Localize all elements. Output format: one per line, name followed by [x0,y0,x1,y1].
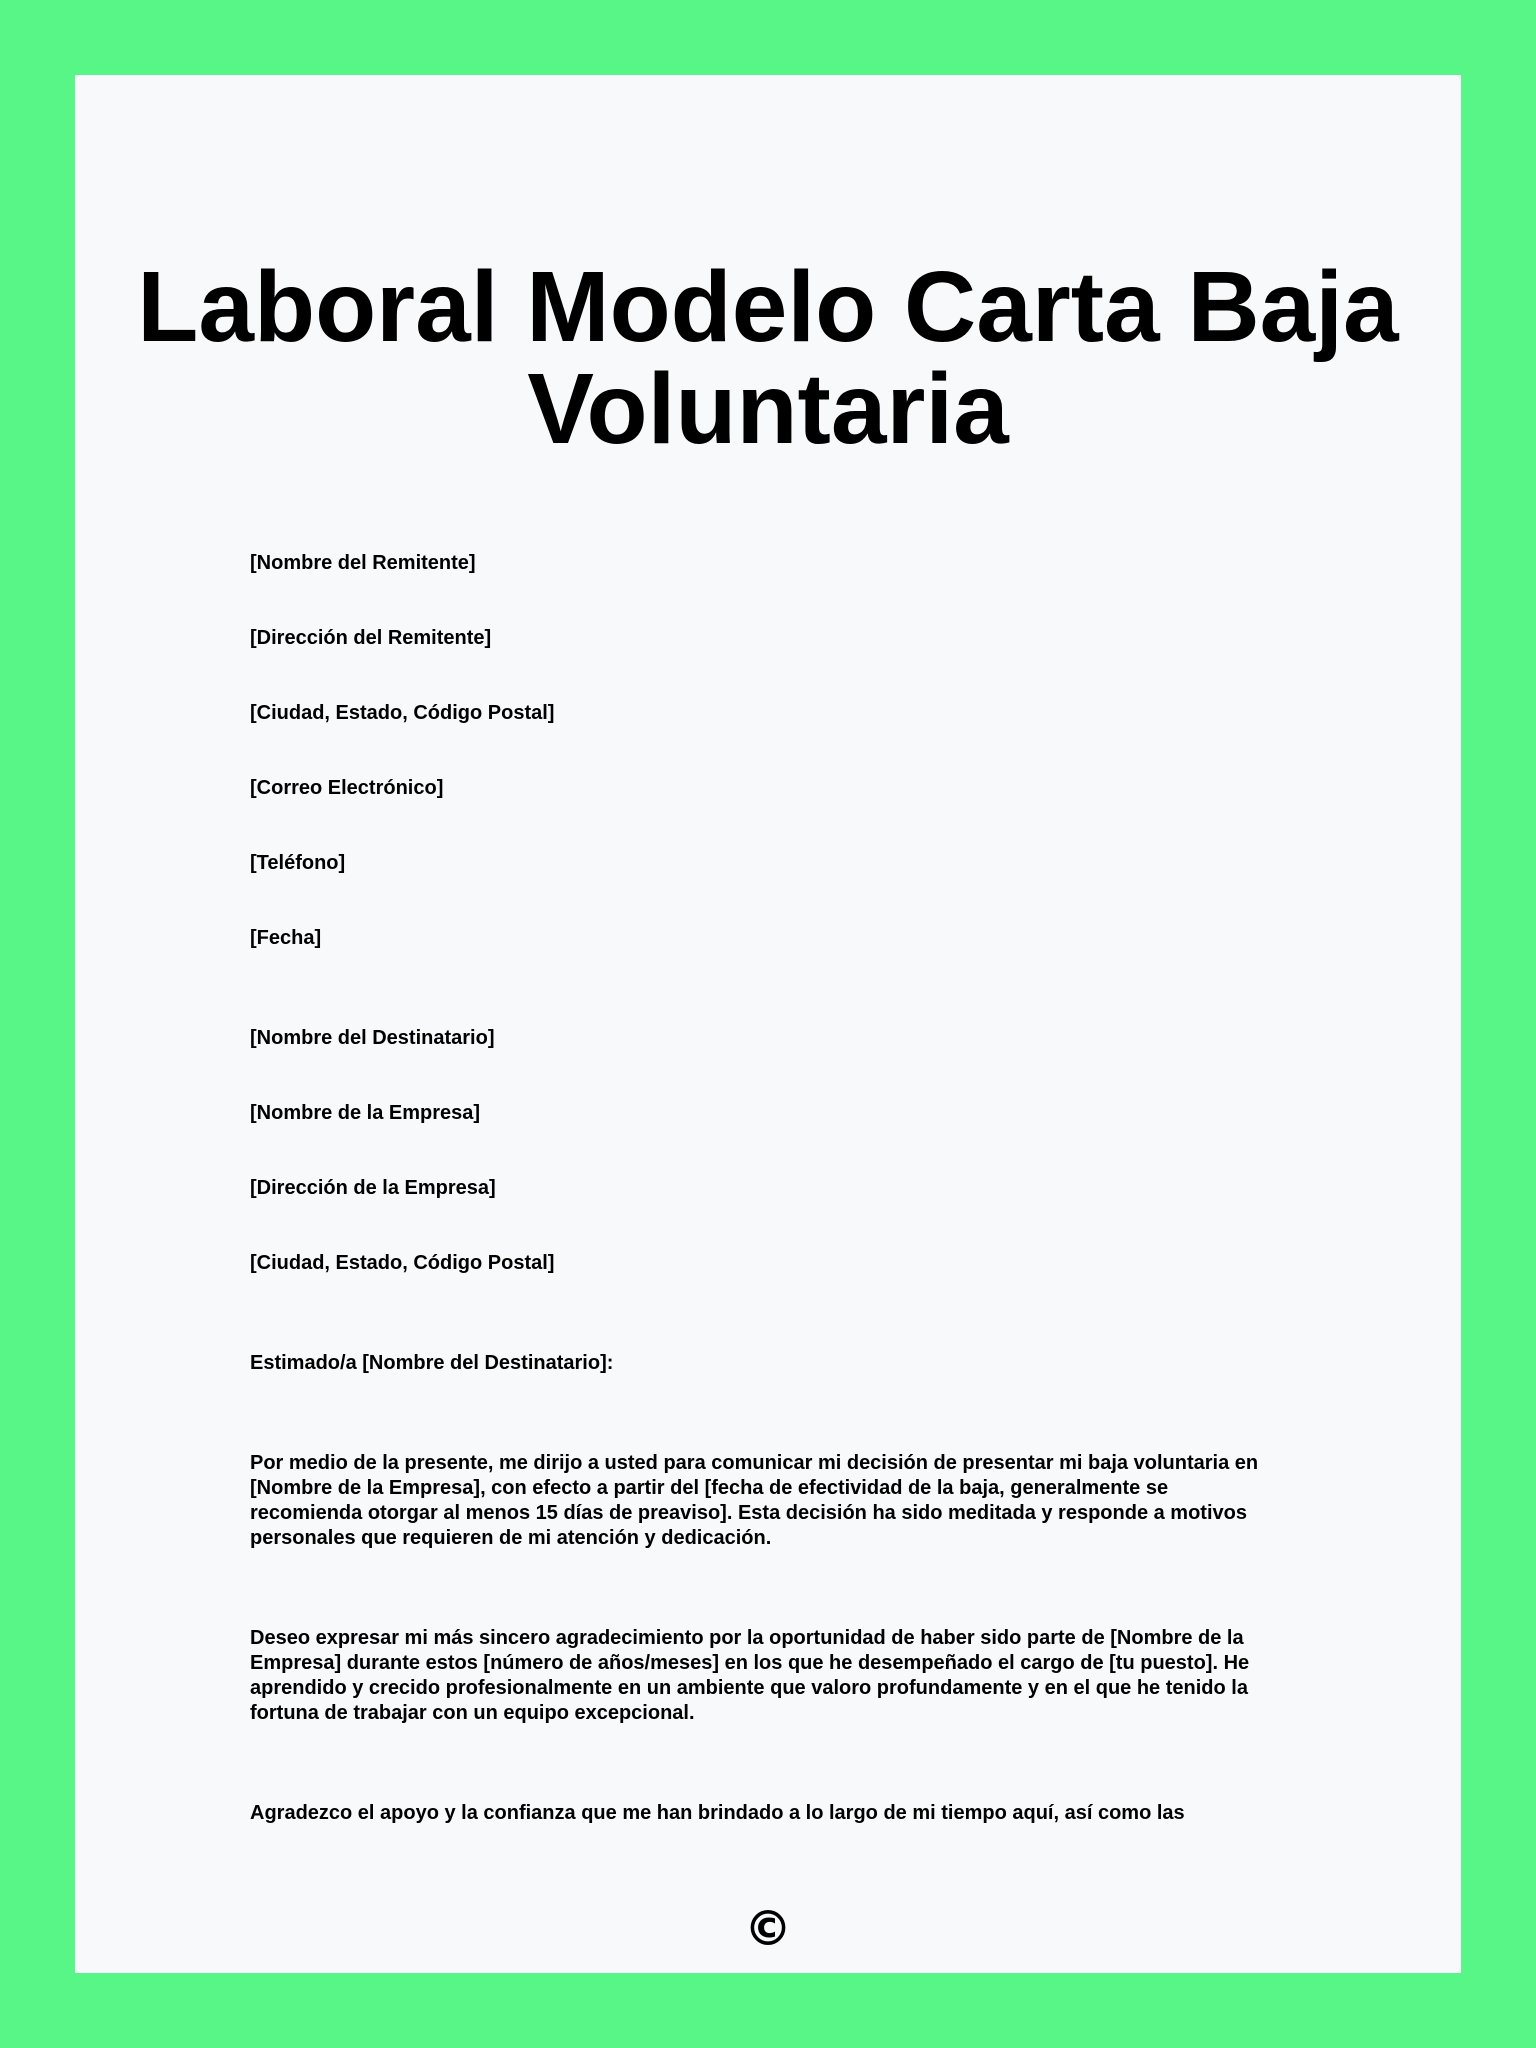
sender-email: [Correo Electrónico] [250,777,444,799]
recipient-city-state-zip: [Ciudad, Estado, Código Postal] [250,1252,555,1274]
recipient-name: [Nombre del Destinatario] [250,1027,495,1049]
recipient-company: [Nombre de la Empresa] [250,1102,481,1124]
sender-city-state-zip: [Ciudad, Estado, Código Postal] [250,702,555,724]
paragraph-1: Por medio de la presente, me dirijo a usted para comunicar mi decisión de presentar mi baja voluntaria en [Nombre de la Empresa], con efecto a partir del [fecha de efectividad de la baja, generalmente se recomienda otorgar al menos 15 días de preaviso]. Esta decisión ha sido meditada y responde a motivos personales que requieren de mi atención y dedicación. [250,1452,1259,1549]
paragraph-2: Deseo expresar mi más sincero agradecimiento por la oportunidad de haber sido parte de [Nombre de la Empresa] durante estos [número de años/meses] en los que he desempeñado el cargo de [tu puesto]. He aprendido y crecido profesionalmente en un ambiente que valoro profundamente y en el que he tenido la fortuna de trabajar con un equipo excepcional. [250,1627,1250,1724]
salutation: Estimado/a [Nombre del Destinatario]: [250,1352,614,1374]
sender-name: [Nombre del Remitente] [250,552,476,574]
document-page [75,75,1461,1973]
document-title: Laboral Modelo Carta Baja Voluntaria [137,251,1399,465]
recipient-company-address: [Dirección de la Empresa] [250,1177,496,1199]
sender-phone: [Teléfono] [250,852,346,874]
letter-date: [Fecha] [250,927,322,949]
copyright-icon: © [744,1901,792,1957]
sender-address: [Dirección del Remitente] [250,627,492,649]
paragraph-3: Agradezco el apoyo y la confianza que me han brindado a lo largo de mi tiempo aquí, así como las [250,1802,1185,1824]
